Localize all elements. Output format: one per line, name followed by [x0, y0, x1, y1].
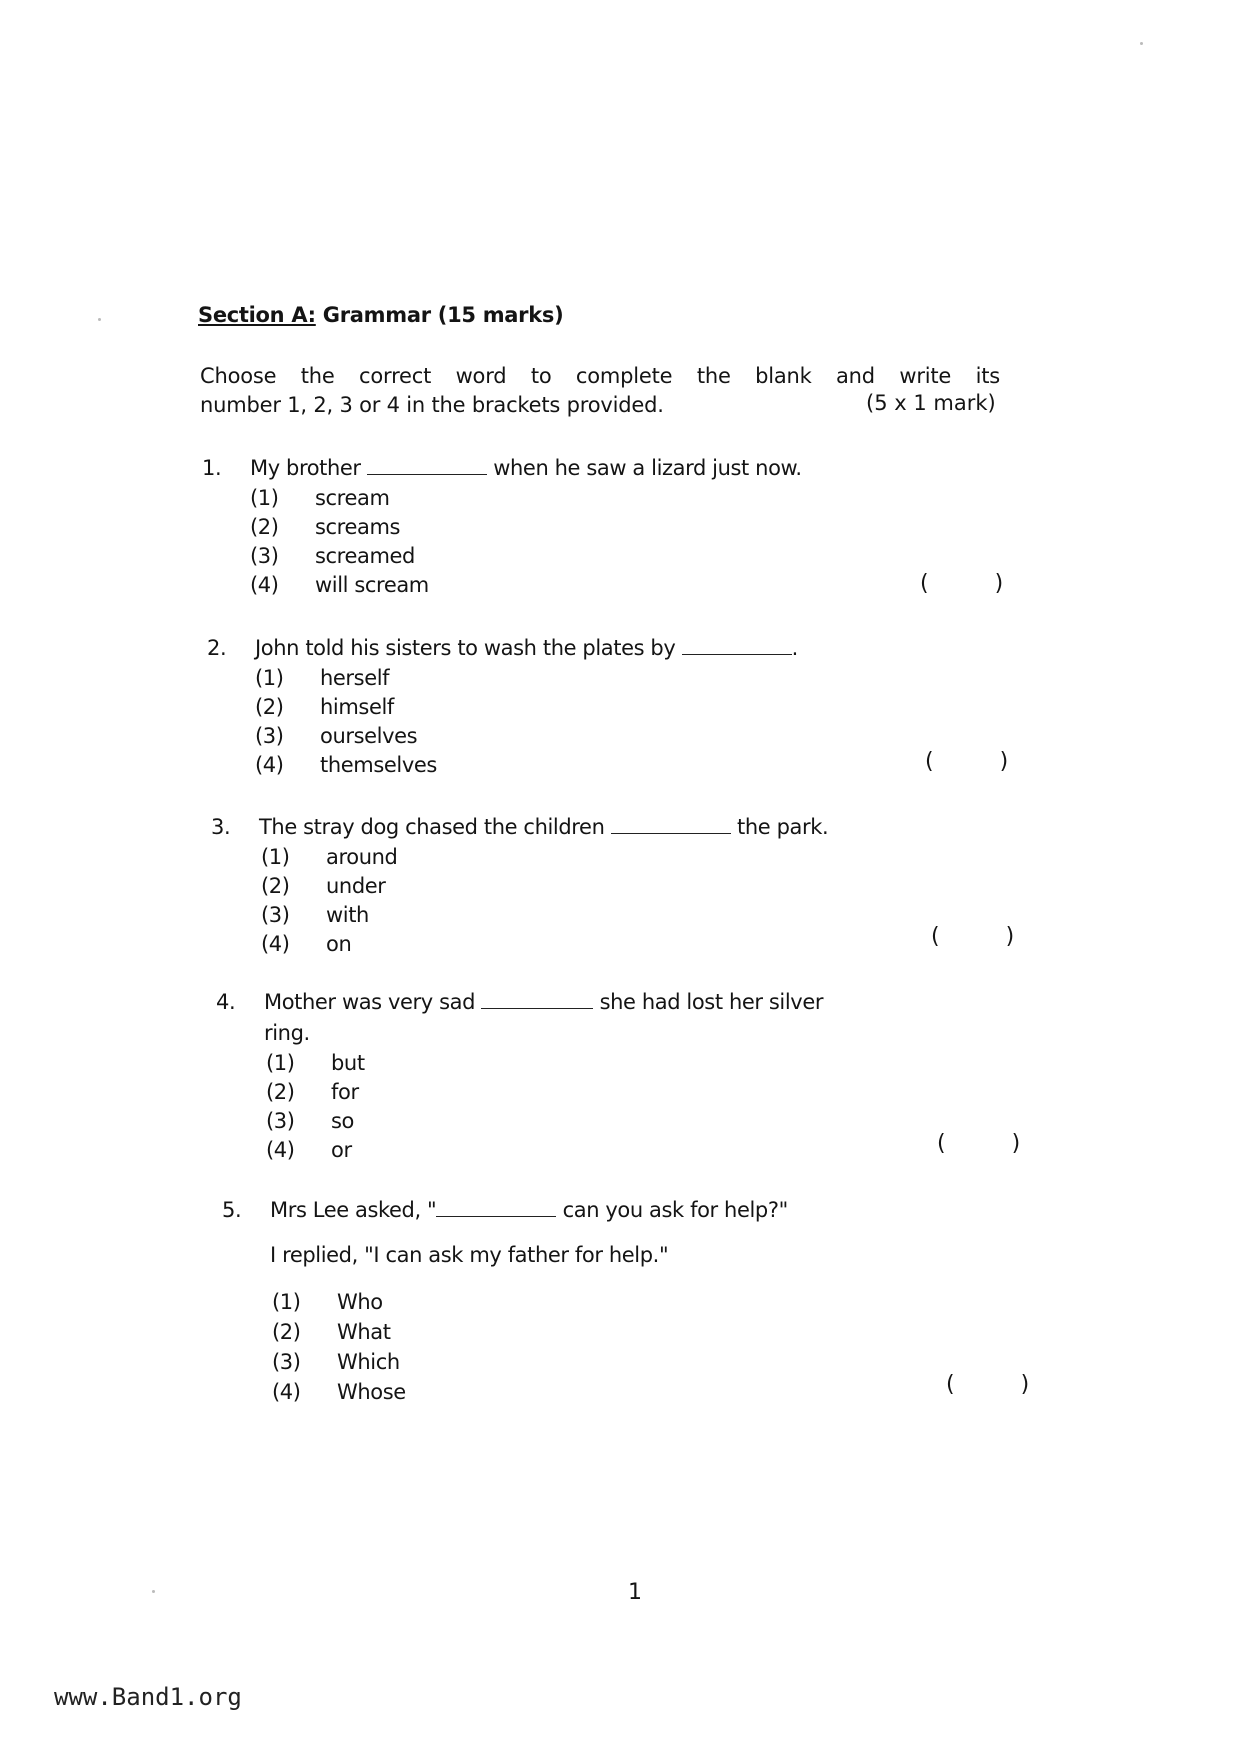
instruction-word: blank — [755, 364, 812, 388]
option-1 — [261, 845, 397, 869]
stem-text: when he saw a lizard just now. — [493, 456, 802, 480]
option-4 — [250, 573, 429, 597]
option-text: with — [326, 903, 369, 927]
section-marks: (15 marks) — [437, 303, 564, 327]
option-3 — [250, 544, 415, 568]
option-text: Who — [337, 1290, 383, 1314]
stem-text: My brother — [250, 456, 361, 480]
option-number: (2) — [272, 1320, 301, 1344]
question-stem-line-2: I replied, "I can ask my father for help." — [270, 1243, 669, 1267]
option-number: (4) — [250, 573, 279, 597]
scan-speck — [98, 318, 101, 321]
answer-bracket[interactable] — [931, 924, 1014, 949]
stem-text: can you ask for help?" — [562, 1198, 788, 1222]
option-number: (3) — [250, 544, 279, 568]
instructions-line-2: number 1, 2, 3 or 4 in the brackets provided. — [200, 393, 664, 417]
answer-bracket[interactable] — [925, 749, 1008, 774]
question-number: 1. — [202, 456, 222, 480]
option-2 — [255, 695, 394, 719]
instruction-word: the — [696, 364, 731, 388]
option-2 — [261, 874, 386, 898]
option-number: (1) — [255, 666, 284, 690]
option-number: (3) — [272, 1350, 301, 1374]
option-3 — [255, 724, 417, 748]
option-text: scream — [315, 486, 390, 510]
option-2 — [272, 1320, 391, 1344]
option-number: (1) — [266, 1051, 295, 1075]
scan-speck — [1140, 42, 1143, 45]
bracket-open: ( — [937, 1131, 946, 1156]
stem-text: John told his sisters to wash the plates by — [255, 636, 676, 660]
option-text: around — [326, 845, 398, 869]
option-text: ourselves — [320, 724, 418, 748]
answer-blank — [682, 638, 792, 655]
option-text: What — [337, 1320, 391, 1344]
question-number: 5. — [222, 1198, 242, 1222]
answer-blank — [481, 992, 593, 1009]
question-stem-line-2: ring. — [264, 1021, 310, 1045]
bracket-open: ( — [946, 1372, 955, 1397]
option-text: screams — [315, 515, 401, 539]
question-number: 3. — [211, 815, 231, 839]
option-text: herself — [320, 666, 390, 690]
option-number: (4) — [272, 1380, 301, 1404]
option-number: (3) — [255, 724, 284, 748]
instructions-line-1 — [200, 364, 1000, 388]
option-4 — [272, 1380, 406, 1404]
bracket-close: ) — [994, 571, 1004, 596]
section-label: Section A: — [198, 303, 316, 327]
section-title: Grammar — [322, 303, 431, 327]
option-4 — [255, 753, 437, 777]
bracket-open: ( — [925, 749, 934, 774]
option-4 — [266, 1138, 352, 1162]
option-number: (4) — [261, 932, 290, 956]
instruction-word: its — [975, 364, 1000, 388]
option-text: themselves — [320, 753, 437, 777]
answer-blank — [611, 817, 731, 834]
option-2 — [250, 515, 400, 539]
answer-bracket[interactable] — [946, 1372, 1029, 1397]
option-3 — [261, 903, 369, 927]
option-number: (3) — [266, 1109, 295, 1133]
scan-speck — [152, 1590, 155, 1593]
option-number: (4) — [266, 1138, 295, 1162]
instruction-word: Choose — [200, 364, 277, 388]
answer-blank — [436, 1200, 556, 1217]
option-1 — [272, 1290, 383, 1314]
instruction-word: to — [530, 364, 552, 388]
option-text: himself — [320, 695, 394, 719]
bracket-close: ) — [1005, 924, 1015, 949]
instruction-word: write — [899, 364, 952, 388]
answer-blank — [367, 458, 487, 475]
option-1 — [250, 486, 390, 510]
option-text: or — [331, 1138, 352, 1162]
section-heading — [198, 303, 563, 327]
option-text: Which — [337, 1350, 400, 1374]
option-3 — [272, 1350, 400, 1374]
option-text: for — [331, 1080, 359, 1104]
stem-text: . — [791, 636, 798, 660]
question-stem — [207, 636, 798, 660]
instruction-word: complete — [575, 364, 673, 388]
bracket-close: ) — [999, 749, 1009, 774]
bracket-open: ( — [920, 571, 929, 596]
stem-text: The stray dog chased the children — [259, 815, 605, 839]
stem-text: Mother was very sad — [264, 990, 476, 1014]
option-text: but — [331, 1051, 365, 1075]
question-stem — [202, 456, 802, 480]
option-number: (3) — [261, 903, 290, 927]
option-4 — [261, 932, 351, 956]
bracket-close: ) — [1020, 1372, 1030, 1397]
page-number: 1 — [628, 1580, 642, 1605]
instructions-marks: (5 x 1 mark) — [866, 391, 996, 415]
stem-text: the park. — [737, 815, 829, 839]
option-3 — [266, 1109, 354, 1133]
answer-bracket[interactable] — [937, 1131, 1020, 1156]
bracket-close: ) — [1011, 1131, 1021, 1156]
option-text: screamed — [315, 544, 415, 568]
question-stem — [222, 1198, 788, 1222]
option-text: under — [326, 874, 386, 898]
option-text: on — [326, 932, 352, 956]
instruction-word: correct — [359, 364, 432, 388]
option-number: (1) — [261, 845, 290, 869]
option-number: (1) — [272, 1290, 301, 1314]
option-number: (2) — [250, 515, 279, 539]
option-number: (2) — [255, 695, 284, 719]
question-stem — [216, 990, 823, 1014]
instruction-word: the — [300, 364, 335, 388]
option-number: (2) — [261, 874, 290, 898]
option-text: Whose — [337, 1380, 406, 1404]
bracket-open: ( — [931, 924, 940, 949]
option-1 — [266, 1051, 365, 1075]
option-2 — [266, 1080, 359, 1104]
instruction-word: word — [455, 364, 507, 388]
instruction-word: and — [836, 364, 875, 388]
option-text: so — [331, 1109, 354, 1133]
stem-text: Mrs Lee asked, " — [270, 1198, 437, 1222]
option-number: (2) — [266, 1080, 295, 1104]
question-stem — [211, 815, 828, 839]
option-text: will scream — [315, 573, 429, 597]
answer-bracket[interactable] — [920, 571, 1003, 596]
stem-text: she had lost her silver — [599, 990, 824, 1014]
question-number: 2. — [207, 636, 227, 660]
question-number: 4. — [216, 990, 236, 1014]
footer-watermark: www.Band1.org — [54, 1683, 242, 1711]
option-1 — [255, 666, 389, 690]
option-number: (1) — [250, 486, 279, 510]
option-number: (4) — [255, 753, 284, 777]
